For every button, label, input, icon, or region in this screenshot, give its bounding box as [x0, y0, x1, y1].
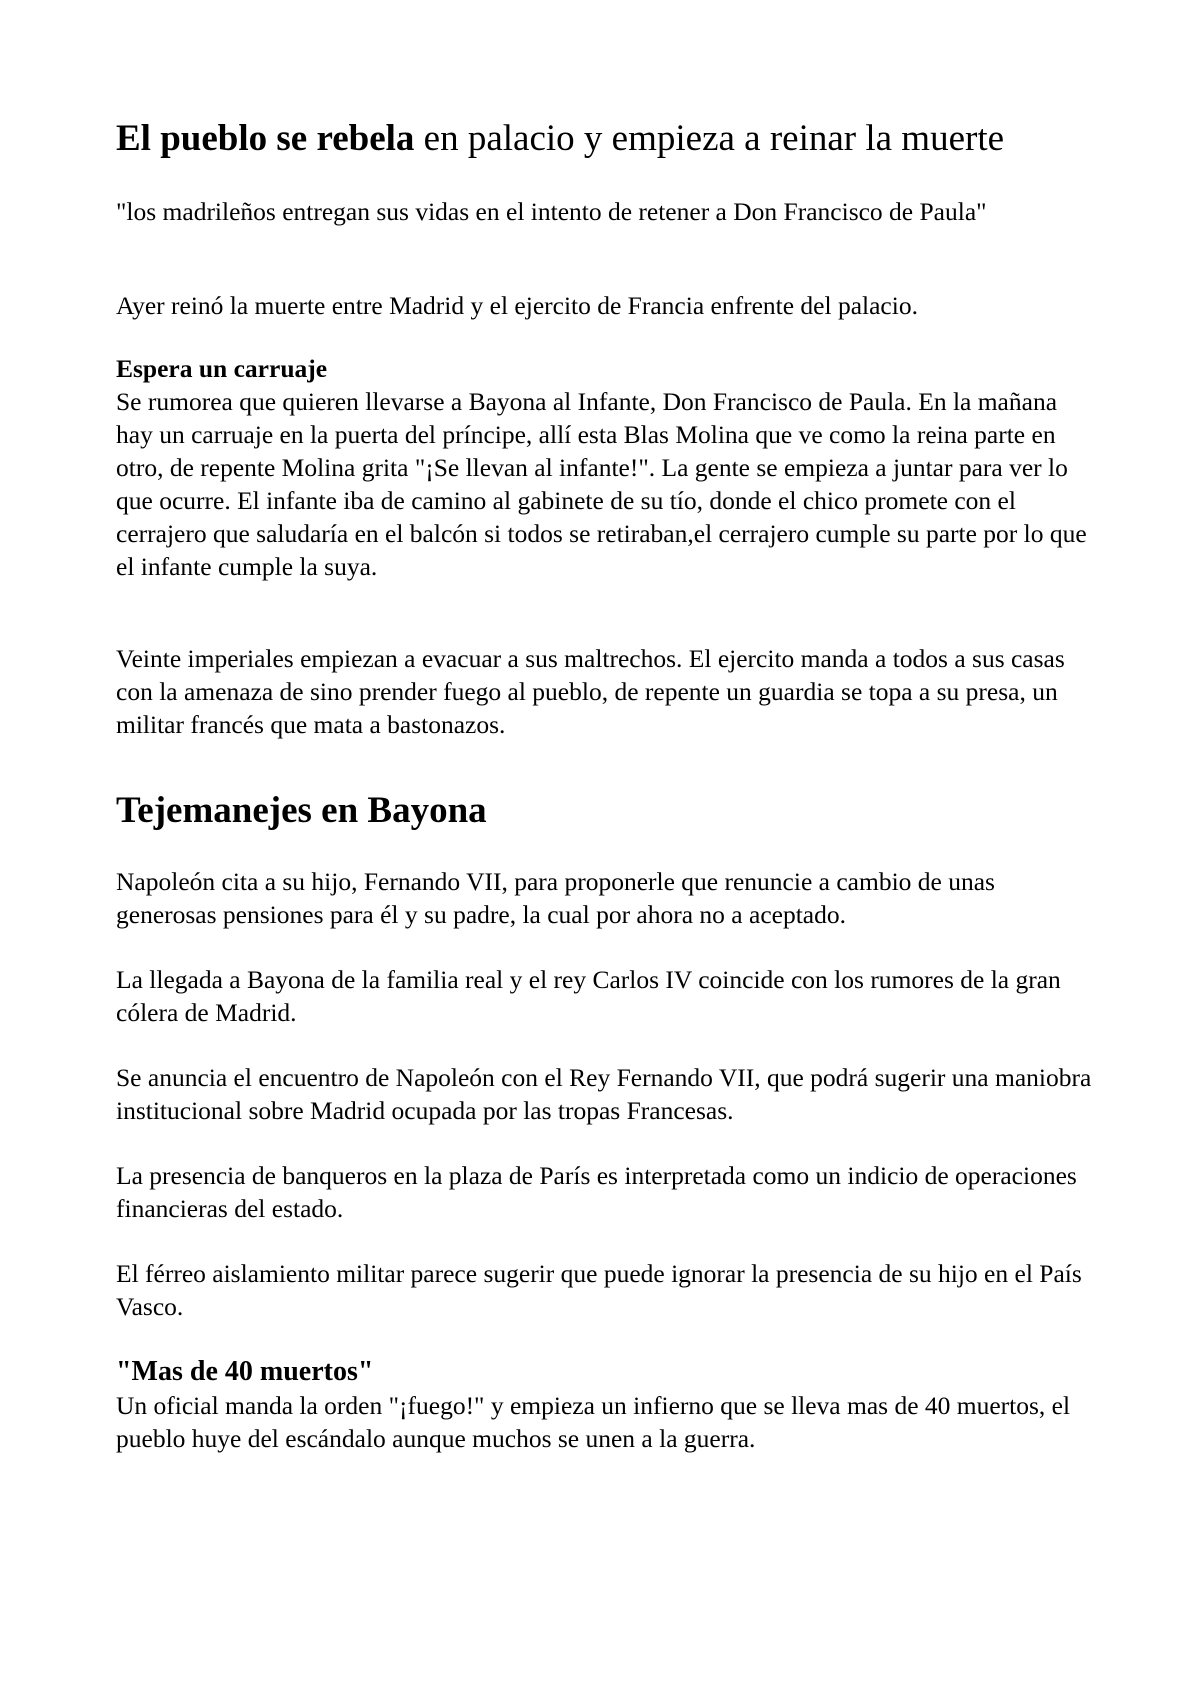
section-carruaje: [116, 352, 1096, 583]
article-title-rest: en palacio y empieza a reinar la muerte: [414, 118, 1005, 159]
heading-40-muertos: "Mas de 40 muertos": [116, 1356, 374, 1387]
paragraph-carruaje: Se rumorea que quieren llevarse a Bayona al Infante, Don Francisco de Paula. En la mañana hay un carruaje en la puerta del príncipe, allí esta Blas Molina que ve como la reina parte en otro, de repente Molina grita "¡Se llevan al infante!". La gente se empieza a juntar para ver lo que ocurre. El infante iba de camino al gabinete de su tío, donde el chico promete con el cerrajero que saludaría en el balcón si todos se retiraban,el cerrajero cumple su parte por lo que el infante cumple la suya.: [116, 387, 1087, 581]
paragraph-napoleon-cita: Napoleón cita a su hijo, Fernando VII, para proponerle que renuncie a cambio de unas generosas pensiones para él y su padre, la cual por ahora no a aceptado.: [116, 867, 995, 929]
heading-tejemanejes: Tejemanejes en Bayona: [116, 790, 487, 831]
paragraph-banqueros: La presencia de banqueros en la plaza de París es interpretada como un indicio de operaciones financieras del estado.: [116, 1161, 1077, 1223]
paragraph-aislamiento: El férreo aislamiento militar parece sugerir que puede ignorar la presencia de su hijo en el País Vasco.: [116, 1259, 1082, 1321]
subheading-espera-carruaje: Espera un carruaje: [116, 354, 328, 383]
paragraph-llegada-bayona: La llegada a Bayona de la familia real y el rey Carlos IV coincide con los rumores de la gran cólera de Madrid.: [116, 965, 1061, 1027]
article-lead: Ayer reinó la muerte entre Madrid y el ejercito de Francia enfrente del palacio.: [116, 291, 918, 320]
paragraph-imperiales: Veinte imperiales empiezan a evacuar a sus maltrechos. El ejercito manda a todos a sus casas con la amenaza de sino prender fuego al pueblo, de repente un guardia se topa a su presa, un militar francés que mata a bastonazos.: [116, 644, 1065, 739]
paragraph-encuentro: Se anuncia el encuentro de Napoleón con el Rey Fernando VII, que podrá sugerir una maniobra institucional sobre Madrid ocupada por las tropas Francesas.: [116, 1063, 1092, 1125]
article-title-bold: El pueblo se rebela: [116, 118, 415, 159]
article-title: [116, 116, 1004, 162]
article-quote: "los madrileños entregan sus vidas en el intento de retener a Don Francisco de Paula": [116, 197, 987, 226]
paragraph-fuego: Un oficial manda la orden "¡fuego!" y empieza un infierno que se lleva mas de 40 muertos, el pueblo huye del escándalo aunque muchos se unen a la guerra.: [116, 1391, 1071, 1453]
